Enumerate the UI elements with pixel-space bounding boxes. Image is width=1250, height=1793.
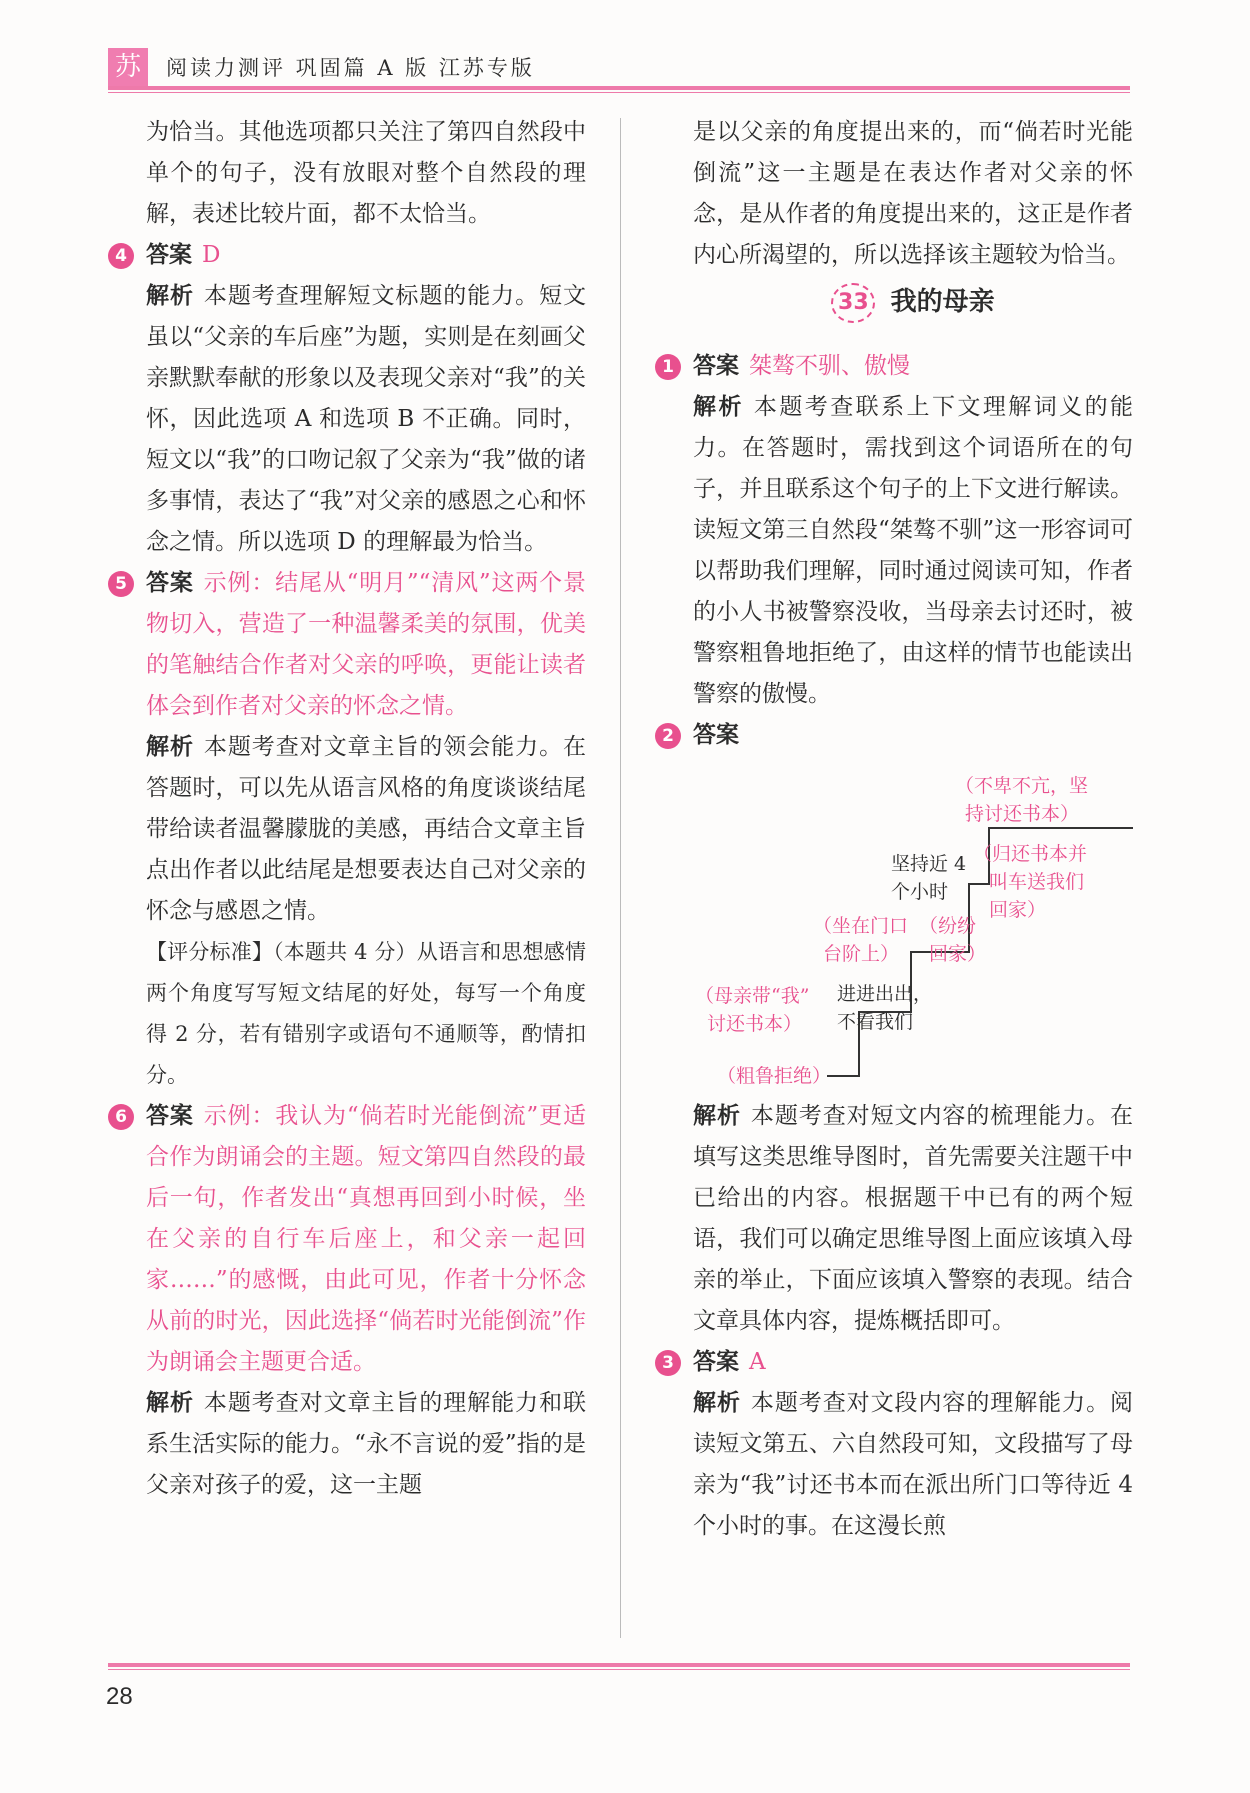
answer-label: 答案	[693, 353, 739, 379]
question-number: 1	[655, 354, 681, 380]
question-4	[115, 235, 587, 563]
left-column	[115, 112, 587, 1506]
diagram-pink-label: 叫车送我们	[989, 871, 1085, 893]
question-number: 6	[108, 1104, 134, 1130]
answer-label: 答案	[146, 242, 192, 268]
question-1	[662, 346, 1133, 715]
right-column	[662, 112, 1134, 1547]
analysis-text: 本题考查对文章主旨的理解能力和联系生活实际的能力。“永不言说的爱”指的是父亲对孩子的爱，这一主题	[146, 1390, 587, 1498]
question-number: 4	[108, 243, 134, 269]
series-badge: 苏	[108, 48, 148, 86]
analysis-text: 本题考查对短文内容的梳理能力。在填写这类思维导图时，首先需要关注题干中已给出的内容。根据题干中已有的两个短语，我们可以确定思维导图上面应该填入母亲的举止，下面应该填入警察的表现。结合文章具体内容，提炼概括即可。	[693, 1103, 1134, 1334]
analysis-text: 本题考查对文章主旨的领会能力。在答题时，可以先从语言风格的角度谈谈结尾带给读者温馨朦胧的美感，再结合文章主旨点出作者以此结尾是想要表达自己对父亲的怀念与感恩之情。	[146, 734, 587, 924]
section-title: 我的母亲	[890, 287, 995, 317]
question-2	[662, 715, 1134, 1342]
diagram-pink-label: 持讨还书本）	[965, 803, 1080, 825]
diagram-pink-label: 回家）	[989, 899, 1047, 921]
page-header	[108, 44, 1130, 94]
section-number: 33	[831, 283, 875, 323]
section-heading	[693, 282, 1133, 342]
analysis-label: 解析	[693, 1103, 741, 1129]
answer-label: 答案	[693, 1349, 739, 1375]
header-title: 阅读力测评 巩固篇 A 版 江苏专版	[166, 56, 535, 80]
question-number: 2	[655, 723, 681, 749]
analysis-label: 解析	[146, 1390, 194, 1416]
column-divider	[620, 118, 621, 1638]
diagram-given-text: 进进出出，	[837, 983, 933, 1005]
diagram-pink-label: （母亲带“我”	[695, 985, 810, 1007]
header-rule	[108, 86, 1130, 90]
diagram-pink-label: 讨还书本）	[707, 1013, 803, 1035]
analysis-label: 解析	[693, 1390, 741, 1416]
answer-text: D	[202, 242, 221, 268]
header-rule-thin	[108, 92, 1130, 93]
analysis-label: 解析	[693, 394, 744, 420]
footer-rule-thin	[108, 1669, 1130, 1670]
mind-map-staircase	[693, 756, 1153, 1096]
diagram-pink-label: （纷纷	[919, 915, 977, 937]
diagram-pink-label: （粗鲁拒绝）	[717, 1065, 832, 1087]
scoring-criteria: 【评分标准】（本题共 4 分）从语言和思想感情两个角度写写短文结尾的好处，每写一个角度得 2 分，若有错别字或语句不通顺等，酌情扣分。	[146, 940, 586, 1087]
diagram-given-text: 个小时	[891, 881, 949, 903]
question-number: 5	[108, 571, 134, 597]
answer-text: 示例：结尾从“明月”“清风”这两个景物切入，营造了一种温馨柔美的氛围，优美的笔触结合作者对父亲的呼唤，更能让读者体会到作者对父亲的怀念之情。	[146, 570, 586, 719]
diagram-pink-label: （归还书本并	[973, 843, 1088, 865]
continued-text: 是以父亲的角度提出来的，而“倘若时光能倒流”这一主题是在表达作者对父亲的怀念，是从作者的角度提出来的，这正是作者内心所渴望的，所以选择该主题较为恰当。	[693, 119, 1133, 268]
answer-label: 答案	[146, 570, 194, 596]
question-3	[662, 1342, 1134, 1547]
answer-text: 桀骜不驯、傲慢	[749, 353, 910, 379]
diagram-pink-label: 回家）	[929, 943, 987, 965]
analysis-text: 本题考查联系上下文理解词义的能力。在答题时，需找到这个词语所在的句子，并且联系这个句子的上下文进行解读。读短文第三自然段“桀骜不驯”这一形容词可以帮助我们理解，同时通过阅读可知，作者的小人书被警察没收，当母亲去讨还时，被警察粗鲁地拒绝了，由这样的情节也能读出警察的傲慢。	[693, 394, 1133, 707]
diagram-given-text: 不看我们	[837, 1011, 914, 1033]
analysis-label: 解析	[146, 283, 194, 309]
question-number: 3	[655, 1350, 681, 1376]
answer-label: 答案	[693, 722, 739, 748]
answer-label: 答案	[146, 1103, 194, 1129]
diagram-given-text: 坚持近 4	[891, 853, 967, 875]
diagram-pink-label: （不卑不亢，坚	[955, 775, 1089, 797]
answer-text: A	[749, 1349, 766, 1375]
diagram-pink-label: （坐在门口	[813, 915, 909, 937]
page-number: 28	[106, 1683, 133, 1710]
analysis-label: 解析	[146, 734, 194, 760]
footer-rule	[108, 1663, 1130, 1667]
analysis-text: 本题考查对文段内容的理解能力。阅读短文第五、六自然段可知，文段描写了母亲为“我”讨还书本而在派出所门口等待近 4 个小时的事。在这漫长煎	[693, 1390, 1134, 1539]
diagram-pink-label: 台阶上）	[823, 943, 900, 965]
answer-text: 示例：我认为“倘若时光能倒流”更适合作为朗诵会的主题。短文第四自然段的最后一句，作者发出“真想再回到小时候，坐在父亲的自行车后座上，和父亲一起回家……”的感慨，由此可见，作者十分怀念从前的时光，因此选择“倘若时光能倒流”作为朗诵会主题更合适。	[146, 1103, 586, 1375]
analysis-text: 本题考查理解短文标题的能力。短文虽以“父亲的车后座”为题，实则是在刻画父亲默默奉献的形象以及表现父亲对“我”的关怀，因此选项 A 和选项 B 不正确。同时，短文以“我”的口吻记叙了父亲为“我”做的诸多事情，表达了“我”对父亲的感恩之心和怀念之情。所以选项 D 的理解最为恰当。	[146, 283, 587, 555]
continued-text: 为恰当。其他选项都只关注了第四自然段中单个的句子，没有放眼对整个自然段的理解，表述比较片面，都不太恰当。	[146, 119, 586, 227]
question-6	[115, 1096, 587, 1506]
question-5	[115, 563, 587, 1096]
